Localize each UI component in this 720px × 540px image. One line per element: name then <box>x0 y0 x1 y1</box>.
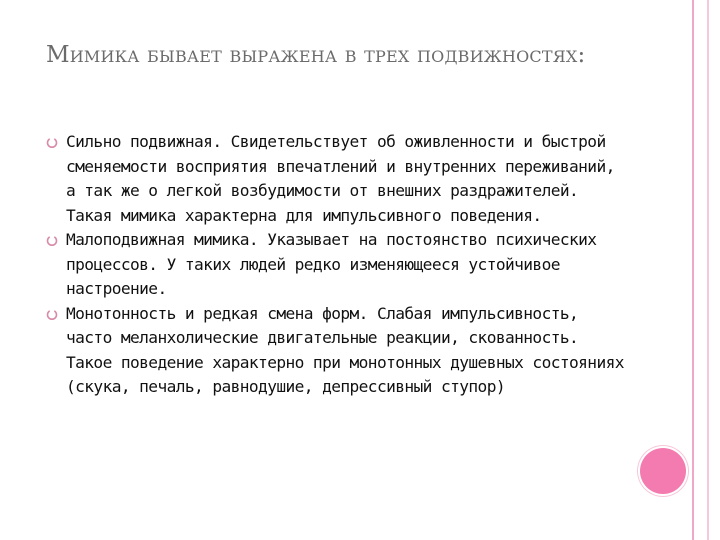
decorative-line <box>692 0 694 540</box>
open-ring-bullet-icon <box>46 235 58 247</box>
bullet-text: Малоподвижная мимика. Указывает на постоянство психических процессов. У таких людей редко изменяющееся устойчивое настроение. <box>66 230 597 298</box>
list-item <box>46 228 626 302</box>
list-item <box>46 302 626 400</box>
open-ring-bullet-icon <box>46 137 58 149</box>
slide-title: Мимика бывает выражена в трех подвижностях: <box>46 42 586 68</box>
bullet-text: Сильно подвижная. Свидетельствует об оживленности и быстрой сменяемости восприятия впечатлений и внутренних переживаний, а так же о легкой возбудимости от внешних раздражителей. Такая мимика характерна для импульсивного поведения. <box>66 132 615 225</box>
open-ring-bullet-icon <box>46 309 58 321</box>
decorative-line <box>707 0 709 540</box>
bullet-list <box>46 130 626 400</box>
list-item <box>46 130 626 228</box>
decorative-circle <box>640 448 686 494</box>
bullet-text: Монотонность и редкая смена форм. Слабая импульсивность, часто меланхолические двигательные реакции, скованность. Такое поведение характерно при монотонных душевных состояниях (скука, печаль, равнодушие, депрессивный ступор) <box>66 303 624 396</box>
